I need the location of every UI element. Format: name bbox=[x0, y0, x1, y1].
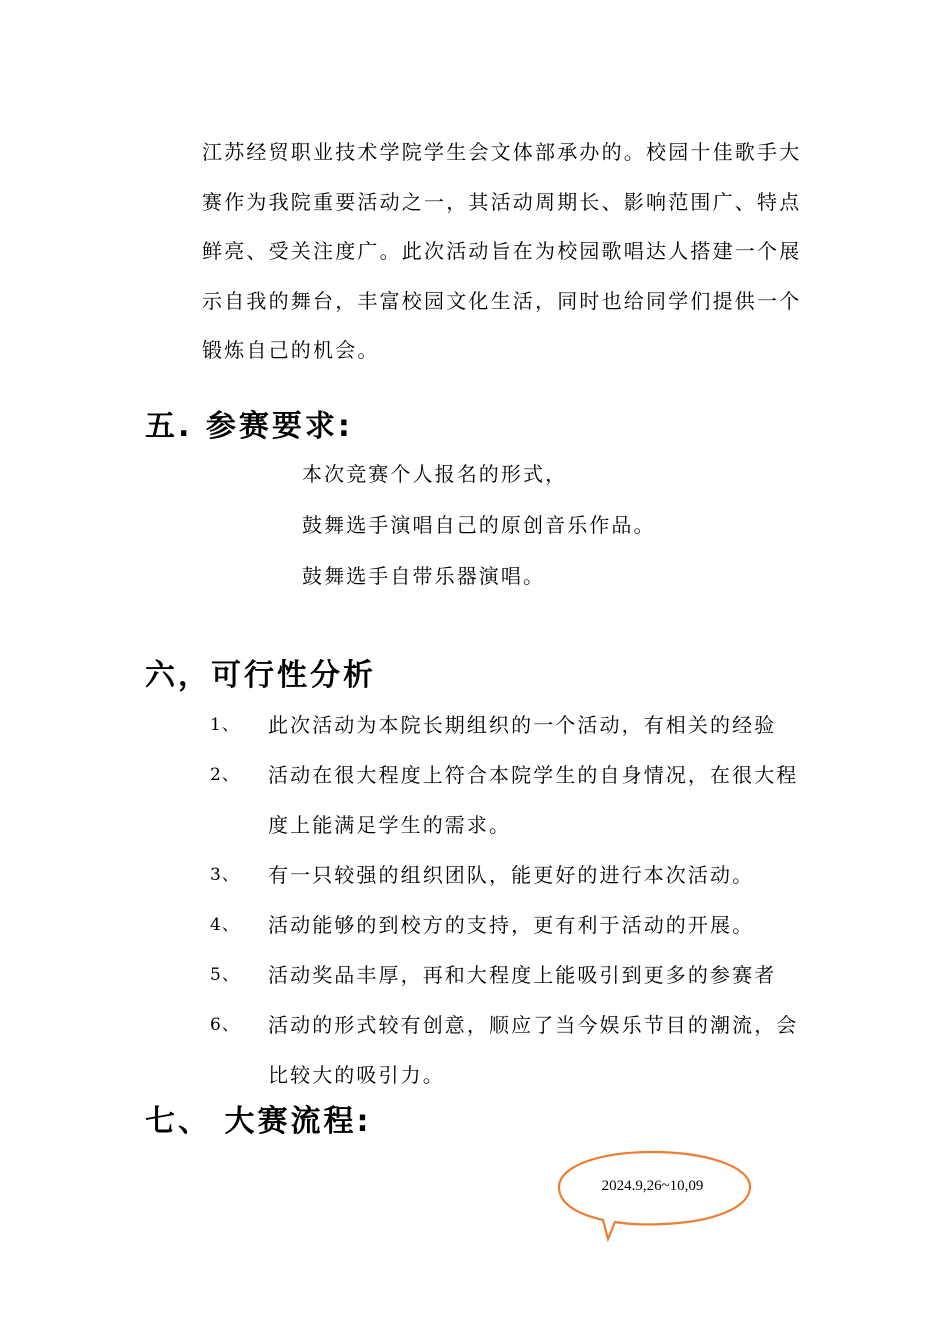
section-5-heading: 五. 参赛要求: bbox=[145, 409, 353, 444]
item-number: 4、 bbox=[210, 915, 240, 935]
intro-line: 锻炼自己的机会。 bbox=[202, 338, 380, 362]
item-text: 活动奖品丰厚，再和大程度上能吸引到更多的参赛者 bbox=[268, 963, 777, 987]
requirement-item: 鼓舞选手自带乐器演唱。 bbox=[302, 564, 546, 588]
item-number: 5、 bbox=[210, 965, 240, 985]
feasibility-item-6 bbox=[210, 1003, 815, 1103]
item-text: 此次活动为本院长期组织的一个活动，有相关的经验 bbox=[268, 713, 777, 737]
feasibility-item-2 bbox=[210, 753, 815, 853]
feasibility-item-5 bbox=[210, 953, 815, 1003]
item-number: 3、 bbox=[210, 865, 240, 885]
intro-line: 江苏经贸职业技术学院学生会文体部承办的。校园十佳歌手大 bbox=[202, 140, 802, 164]
intro-line: 鲜亮、受关注度广。此次活动旨在为校园歌唱达人搭建一个展 bbox=[202, 239, 802, 263]
intro-line: 赛作为我院重要活动之一，其活动周期长、影响范围广、特点 bbox=[202, 189, 802, 214]
requirements-list bbox=[302, 452, 656, 605]
intro-paragraph bbox=[202, 130, 812, 378]
item-number: 1、 bbox=[210, 715, 240, 735]
date-range-text: 2024.9,26~10,09 bbox=[601, 1178, 704, 1194]
intro-line: 示自我的舞台，丰富校园文化生活，同时也给同学们提供一个 bbox=[202, 288, 802, 313]
feasibility-item-3 bbox=[210, 853, 815, 903]
item-text: 有一只较强的组织团队，能更好的进行本次活动。 bbox=[268, 863, 755, 887]
section-6-heading: 六，可行性分析 bbox=[145, 658, 376, 693]
item-text: 活动在很大程度上符合本院学生的自身情况，在很大程 bbox=[268, 763, 799, 787]
item-text: 活动的形式较有创意，顺应了当今娱乐节目的潮流，会 bbox=[268, 1013, 799, 1037]
feasibility-item-4 bbox=[210, 903, 815, 953]
item-number: 2、 bbox=[210, 765, 240, 785]
item-text: 度上能满足学生的需求。 bbox=[268, 813, 512, 837]
requirement-item: 鼓舞选手演唱自己的原创音乐作品。 bbox=[302, 513, 656, 537]
date-callout bbox=[555, 1150, 755, 1245]
item-text: 活动能够的到校方的支持，更有利于活动的开展。 bbox=[268, 913, 755, 937]
item-number: 6、 bbox=[210, 1015, 240, 1035]
item-text: 比较大的吸引力。 bbox=[268, 1063, 445, 1087]
feasibility-item-1 bbox=[210, 703, 815, 753]
section-7-heading: 七、 大赛流程: bbox=[145, 1104, 372, 1139]
feasibility-list bbox=[210, 703, 815, 1103]
requirement-item: 本次竞赛个人报名的形式， bbox=[302, 462, 568, 486]
